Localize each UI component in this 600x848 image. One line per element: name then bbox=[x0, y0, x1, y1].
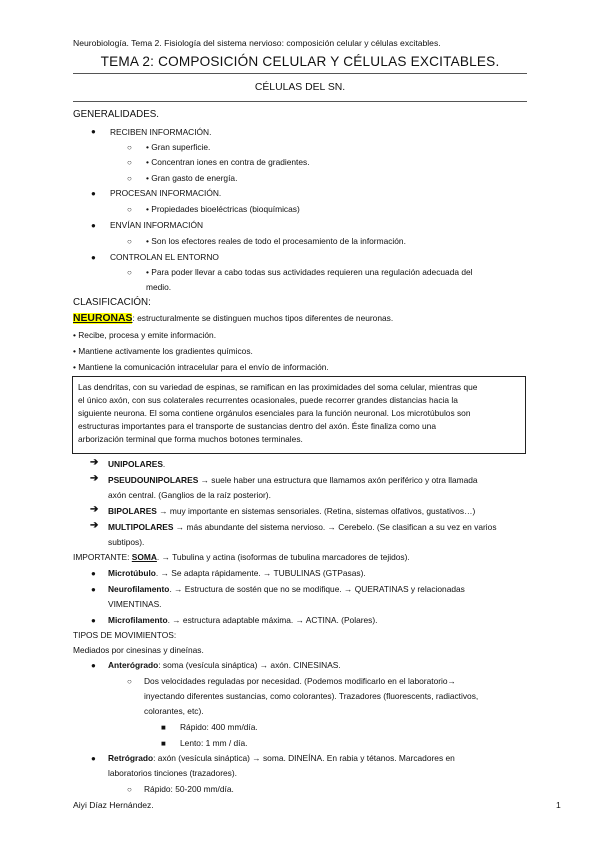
neuronas-point-1: • Recibe, procesa y emite información. bbox=[73, 330, 217, 340]
microfilamento-item: Microfilamento. → estructura adaptable máxima. → ACTINA. (Polares). bbox=[108, 615, 378, 625]
type-multipolares-cont: subtipos). bbox=[108, 537, 145, 547]
bullet-circle: ○ bbox=[127, 677, 132, 686]
neuronas-highlight: NEURONAS bbox=[73, 313, 133, 324]
box-line-5: arborización terminal que forma muchos botones terminales. bbox=[78, 434, 303, 444]
box-line-2: el único axón, con sus colaterales recurrentes ocasionales, puede recorrer grandes distancias hacia la bbox=[78, 395, 458, 405]
type-bipolares: BIPOLARES → muy importante en sistemas sensoriales. (Retina, sistemas olfativos, gustativos…) bbox=[108, 506, 476, 516]
box-line-1: Las dendritas, con su variedad de espinas, se ramifican en las proximidades del soma celular, mientras que bbox=[78, 382, 478, 392]
heading-generalidades: GENERALIDADES. bbox=[73, 109, 160, 120]
bullet-circle: ○ bbox=[127, 174, 132, 183]
controlan-item: CONTROLAN EL ENTORNO bbox=[110, 252, 219, 262]
controlan-sub-1: • Para poder llevar a cabo todas sus actividades requieren una regulación adecuada del bbox=[146, 267, 473, 277]
bullet-circle: ○ bbox=[127, 158, 132, 167]
neuronas-line bbox=[73, 313, 393, 324]
reciben-sub-3: • Gran gasto de energía. bbox=[146, 173, 238, 183]
title-divider bbox=[73, 73, 527, 74]
bullet-dot: ● bbox=[91, 569, 96, 578]
type-multipolares: MULTIPOLARES → más abundante del sistema nervioso. → Cerebelo. (Se clasifican a su vez en varios bbox=[108, 522, 497, 532]
bullet-dot: ● bbox=[91, 127, 96, 136]
bullet-circle: ○ bbox=[127, 268, 132, 277]
page-title: TEMA 2: COMPOSICIÓN CELULAR Y CÉLULAS EXCITABLES. bbox=[100, 54, 500, 69]
heading-clasificacion: CLASIFICACIÓN: bbox=[73, 297, 151, 308]
footer-author: Aiyi Díaz Hernández. bbox=[73, 800, 154, 810]
arrow-bullet: ➔ bbox=[90, 504, 99, 515]
bullet-circle: ○ bbox=[127, 205, 132, 214]
type-unipolares: UNIPOLARES. bbox=[108, 459, 166, 469]
anterogrado-item: Anterógrado: soma (vesícula sináptica) → axón. CINESINAS. bbox=[108, 660, 341, 670]
bullet-dot: ● bbox=[91, 189, 96, 198]
neurofilamento-cont: VIMENTINAS. bbox=[108, 599, 162, 609]
arrow-bullet: ➔ bbox=[90, 520, 99, 531]
envian-item: ENVÍAN INFORMACIÓN bbox=[110, 220, 204, 230]
bullet-dot: ● bbox=[91, 661, 96, 670]
reciben-sub-2: • Concentran iones en contra de gradientes. bbox=[146, 157, 310, 167]
bullet-square: ■ bbox=[161, 739, 166, 748]
box-line-3: siguiente neurona. El soma contiene orgánulos esenciales para la función neuronal. Los microtúbulos son bbox=[78, 408, 471, 418]
retrogrado-speed: Rápido: 50-200 mm/día. bbox=[144, 784, 234, 794]
anterogrado-sub-1b: inyectando diferentes sustancias, como colorantes). Trazadores (fluorescents, radiactivos, bbox=[144, 691, 479, 701]
procesan-sub-1: • Propiedades bioeléctricas (bioquímicas) bbox=[146, 204, 300, 214]
type-pseudounipolares: PSEUDOUNIPOLARES → suele haber una estructura que llamamos axón periférico y otra llamada bbox=[108, 475, 478, 485]
anterogrado-sub-1c: colorantes, etc). bbox=[144, 706, 204, 716]
arrow-bullet: ➔ bbox=[90, 457, 99, 468]
bullet-dot: ● bbox=[91, 585, 96, 594]
bullet-dot: ● bbox=[91, 754, 96, 763]
running-header: Neurobiología. Tema 2. Fisiología del sistema nervioso: composición celular y células excitables. bbox=[73, 38, 441, 48]
heading-movimientos: TIPOS DE MOVIMIENTOS: bbox=[73, 630, 177, 640]
retrogrado-cont: laboratorios tinciones (trazadores). bbox=[108, 768, 237, 778]
reciben-sub-1: • Gran superficie. bbox=[146, 142, 211, 152]
retrogrado-item: Retrógrado: axón (vesícula sináptica) → soma. DINEÍNA. En rabia y tétanos. Marcadores en bbox=[108, 753, 455, 763]
bullet-circle: ○ bbox=[127, 143, 132, 152]
speed-fast: Rápido: 400 mm/día. bbox=[180, 722, 258, 732]
bullet-dot: ● bbox=[91, 221, 96, 230]
movimientos-intro: Mediados por cinesinas y dineínas. bbox=[73, 645, 204, 655]
bullet-dot: ● bbox=[91, 616, 96, 625]
bullet-circle: ○ bbox=[127, 237, 132, 246]
reciben-item: RECIBEN INFORMACIÓN. bbox=[110, 127, 212, 137]
soma-label: SOMA bbox=[131, 552, 157, 562]
controlan-sub-1-cont: medio. bbox=[146, 282, 172, 292]
microtubulo-item: Microtúbulo. → Se adapta rápidamente. → TUBULINAS (GTPasas). bbox=[108, 568, 366, 578]
page-number: 1 bbox=[556, 800, 561, 810]
dendrites-note-box bbox=[72, 376, 526, 454]
bullet-circle: ○ bbox=[127, 785, 132, 794]
type-pseudounipolares-cont: axón central. (Ganglios de la raíz posterior). bbox=[108, 490, 271, 500]
anterogrado-sub-1: Dos velocidades reguladas por necesidad. (Podemos modificarlo en el laboratorio→ bbox=[144, 676, 456, 686]
neuronas-point-2: • Mantiene activamente los gradientes químicos. bbox=[73, 346, 253, 356]
envian-sub-1: • Son los efectores reales de todo el procesamiento de la información. bbox=[146, 236, 406, 246]
procesan-item: PROCESAN INFORMACIÓN. bbox=[110, 188, 222, 198]
importante-line: IMPORTANTE: SOMA. → Tubulina y actina (isoformas de tubulina marcadores de tejidos). bbox=[73, 552, 410, 562]
box-line-4: estructuras importantes para el transporte de sustancias dentro del axón. Éste finaliza como una bbox=[78, 421, 436, 431]
speed-slow: Lento: 1 mm / día. bbox=[180, 738, 248, 748]
neurofilamento-item: Neurofilamento. → Estructura de sostén que no se modifique. → QUERATINAS y relacionadas bbox=[108, 584, 465, 594]
neuronas-text: : estructuralmente se distinguen muchos tipos diferentes de neuronas. bbox=[132, 313, 394, 323]
bullet-square: ■ bbox=[161, 723, 166, 732]
neuronas-point-3: • Mantiene la comunicación intracelular para el envío de información. bbox=[73, 362, 329, 372]
arrow-bullet: ➔ bbox=[90, 473, 99, 484]
subtitle-divider bbox=[73, 101, 527, 102]
section-title: CÉLULAS DEL SN. bbox=[254, 82, 346, 93]
bullet-dot: ● bbox=[91, 253, 96, 262]
